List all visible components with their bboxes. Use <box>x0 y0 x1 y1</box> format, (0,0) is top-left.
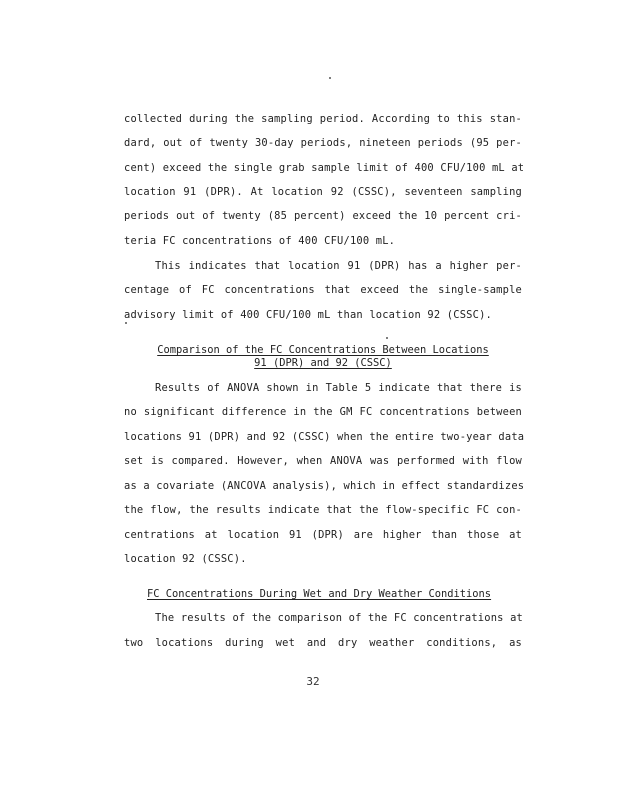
paragraph-3-line-7: centrations at location 91 (DPR) are higher than those at <box>124 529 522 541</box>
section-heading-wet-dry-weather: FC Concentrations During Wet and Dry Weather Conditions <box>147 588 492 600</box>
paragraph-3-line-1: Results of ANOVA shown in Table 5 indicate that there is <box>155 382 522 394</box>
paragraph-1-line-3: cent) exceed the single grab sample limit of 400 CFU/100 mL at <box>124 162 525 174</box>
paragraph-3-line-6: the flow, the results indicate that the flow-specific FC con- <box>124 504 522 516</box>
scan-speck <box>125 322 127 324</box>
paragraph-1-line-1: collected during the sampling period. According to this stan- <box>124 113 522 125</box>
paragraph-3-line-8: location 92 (CSSC). <box>124 553 247 565</box>
page-number: 32 <box>306 675 320 688</box>
paragraph-2-line-2: centage of FC concentrations that exceed the single-sample <box>124 284 522 296</box>
paragraph-1-line-5: periods out of twenty (85 percent) exceed the 10 percent cri- <box>124 210 522 222</box>
paragraph-1-line-6: teria FC concentrations of 400 CFU/100 mL. <box>124 235 396 247</box>
paragraph-3-line-2: no significant difference in the GM FC concentrations between <box>124 406 522 418</box>
scan-speck <box>386 337 388 339</box>
paragraph-4-line-2: two locations during wet and dry weather conditions, as <box>124 637 522 649</box>
paragraph-2-line-1: This indicates that location 91 (DPR) has a higher per- <box>155 260 522 272</box>
paragraph-3-line-3: locations 91 (DPR) and 92 (CSSC) when the entire two-year data <box>124 431 525 443</box>
paragraph-3-line-5: as a covariate (ANCOVA analysis), which in effect standardizes <box>124 480 525 492</box>
paragraph-1-line-4: location 91 (DPR). At location 92 (CSSC), seventeen sampling <box>124 186 522 198</box>
paragraph-4-line-1: The results of the comparison of the FC concentrations at <box>155 612 523 624</box>
paragraph-2-line-3: advisory limit of 400 CFU/100 mL than location 92 (CSSC). <box>124 309 492 321</box>
scan-speck <box>329 77 331 79</box>
paragraph-1-line-2: dard, out of twenty 30-day periods, nineteen periods (95 per- <box>124 137 522 149</box>
section-heading-locations-line-2: 91 (DPR) and 92 (CSSC) <box>254 357 392 369</box>
section-heading-locations: Comparison of the FC Concentrations Between Locations <box>157 344 489 356</box>
paragraph-3-line-4: set is compared. However, when ANOVA was performed with flow <box>124 455 522 467</box>
